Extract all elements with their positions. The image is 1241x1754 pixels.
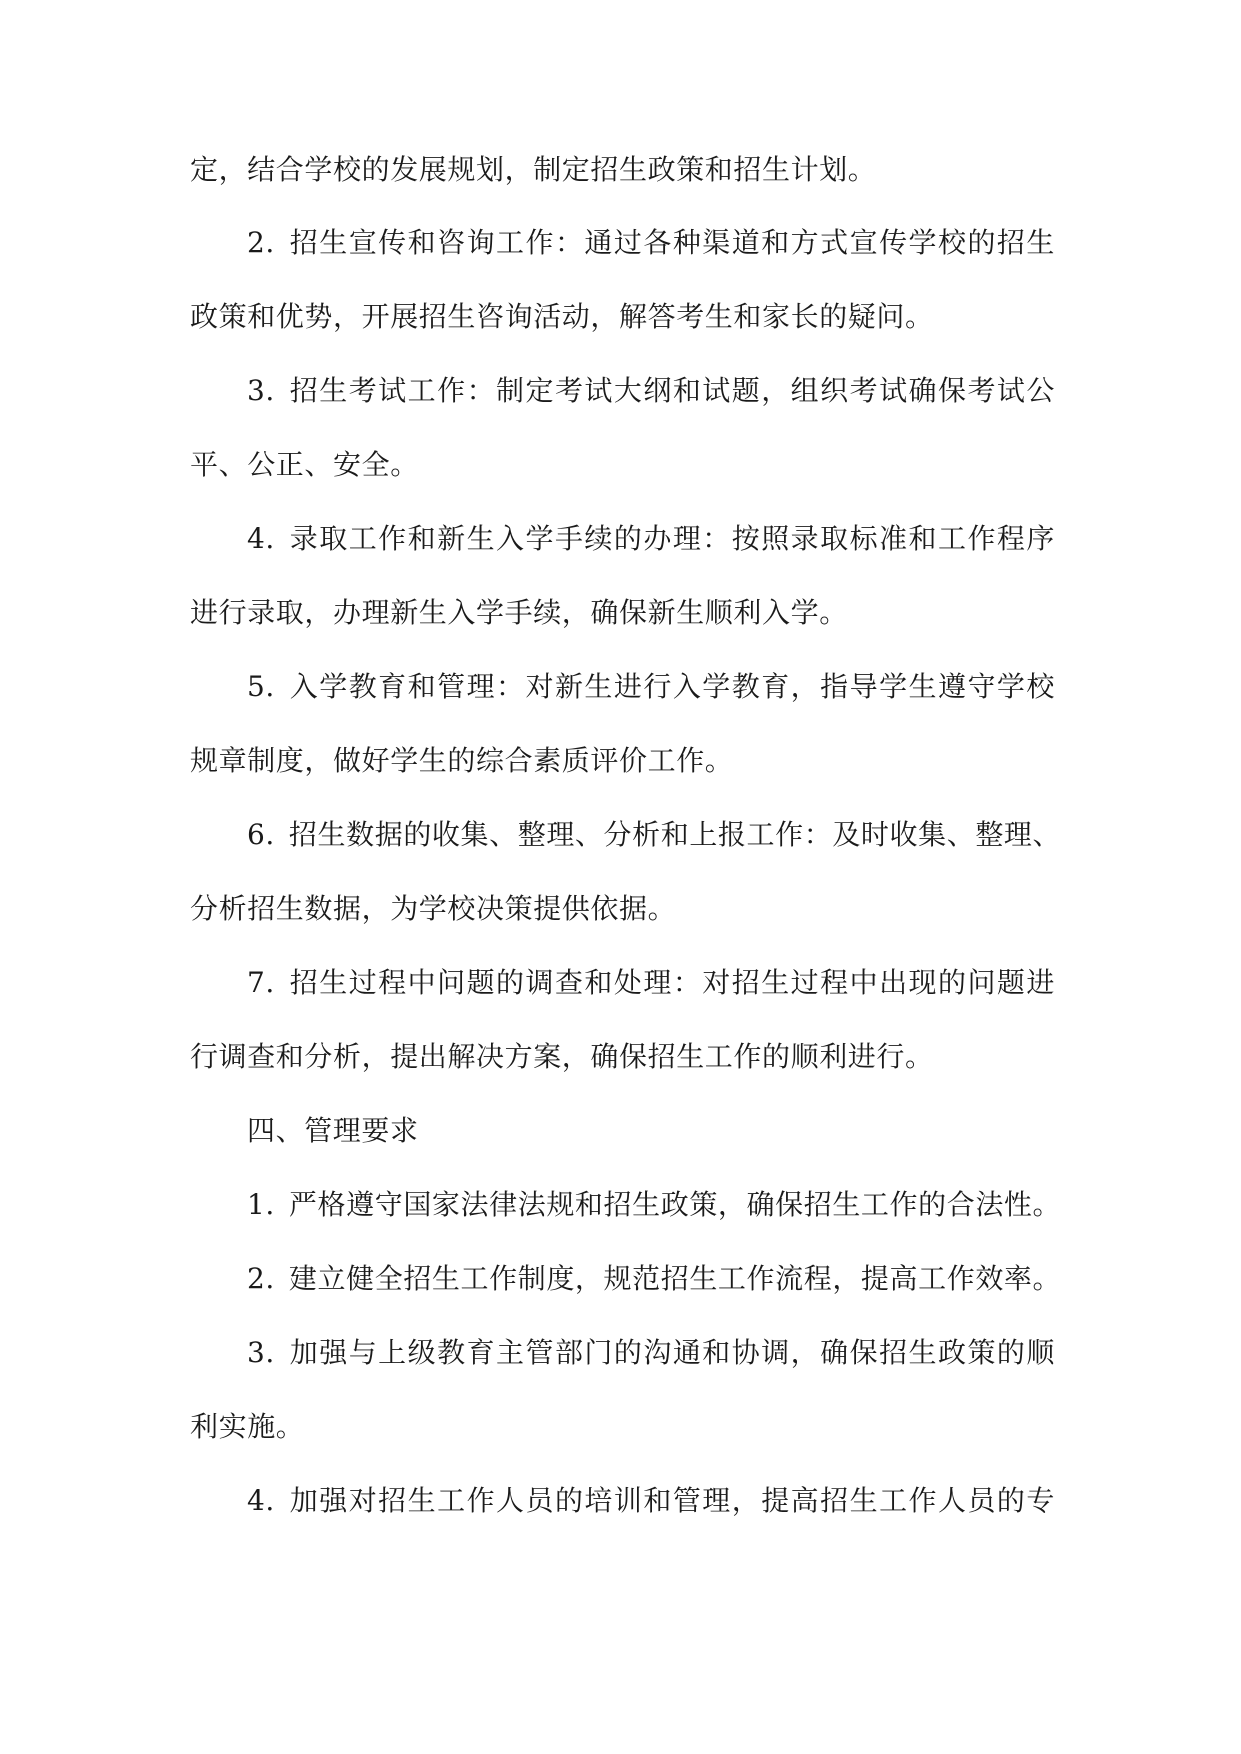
list-item-6-line-2 [190,889,1055,929]
list-item-5-line-1 [247,667,1055,707]
list-number: 3. [247,374,275,407]
line-text: 加强与上级教育主管部门的沟通和协调，确保招生政策的顺 [288,1336,1055,1369]
list-item-2-line-2 [190,297,1055,337]
list-number: 4. [247,522,275,555]
line-text: 政策和优势，开展招生咨询活动，解答考生和家长的疑问。 [190,300,934,333]
list-item-5-line-2 [190,741,1055,781]
requirement-item-4-line-1 [247,1481,1055,1521]
list-item-4-line-1 [247,519,1055,559]
line-text: 进行录取，办理新生入学手续，确保新生顺利入学。 [190,596,848,629]
list-item-7-line-1 [247,963,1055,1003]
line-text: 加强对招生工作人员的培训和管理，提高招生工作人员的专 [288,1484,1055,1517]
list-item-6-line-1 [247,815,1062,855]
requirement-item-3-line-1 [247,1333,1055,1373]
line-text: 平、公正、安全。 [190,448,419,481]
line-text: 定，结合学校的发展规划，制定招生政策和招生计划。 [190,153,877,186]
requirement-item-3-line-2 [190,1407,1055,1447]
section-heading-text: 四、管理要求 [247,1114,419,1147]
line-text: 招生数据的收集、整理、分析和上报工作：及时收集、整理、 [288,818,1062,851]
list-number: 3. [247,1336,275,1369]
line-text: 招生过程中问题的调查和处理：对招生过程中出现的问题进 [288,966,1055,999]
line-text: 利实施。 [190,1410,305,1443]
list-number: 5. [247,670,275,703]
line-text: 录取工作和新生入学手续的办理：按照录取标准和工作程序 [288,522,1055,555]
list-number: 7. [247,966,275,999]
line-text: 入学教育和管理：对新生进行入学教育，指导学生遵守学校 [288,670,1055,703]
list-item-7-line-2 [190,1037,1055,1077]
line-text: 招生考试工作：制定考试大纲和试题，组织考试确保考试公 [288,374,1055,407]
list-item-4-line-2 [190,593,1055,633]
list-item-2-line-1 [247,223,1055,263]
line-text: 规章制度，做好学生的综合素质评价工作。 [190,744,734,777]
line-text: 严格遵守国家法律法规和招生政策，确保招生工作的合法性。 [288,1188,1062,1221]
requirement-item-1 [247,1185,1062,1225]
paragraph-continuation-line [190,150,1055,190]
section-heading [247,1111,1055,1151]
list-number: 2. [247,1262,275,1295]
line-text: 建立健全招生工作制度，规范招生工作流程，提高工作效率。 [288,1262,1062,1295]
line-text: 招生宣传和咨询工作：通过各种渠道和方式宣传学校的招生 [288,226,1055,259]
list-item-3-line-1 [247,371,1055,411]
line-text: 行调查和分析，提出解决方案，确保招生工作的顺利进行。 [190,1040,934,1073]
list-number: 2. [247,226,275,259]
list-number: 1. [247,1188,275,1221]
requirement-item-2 [247,1259,1062,1299]
line-text: 分析招生数据，为学校决策提供依据。 [190,892,677,925]
list-number: 4. [247,1484,275,1517]
list-item-3-line-2 [190,445,1055,485]
list-number: 6. [247,818,275,851]
